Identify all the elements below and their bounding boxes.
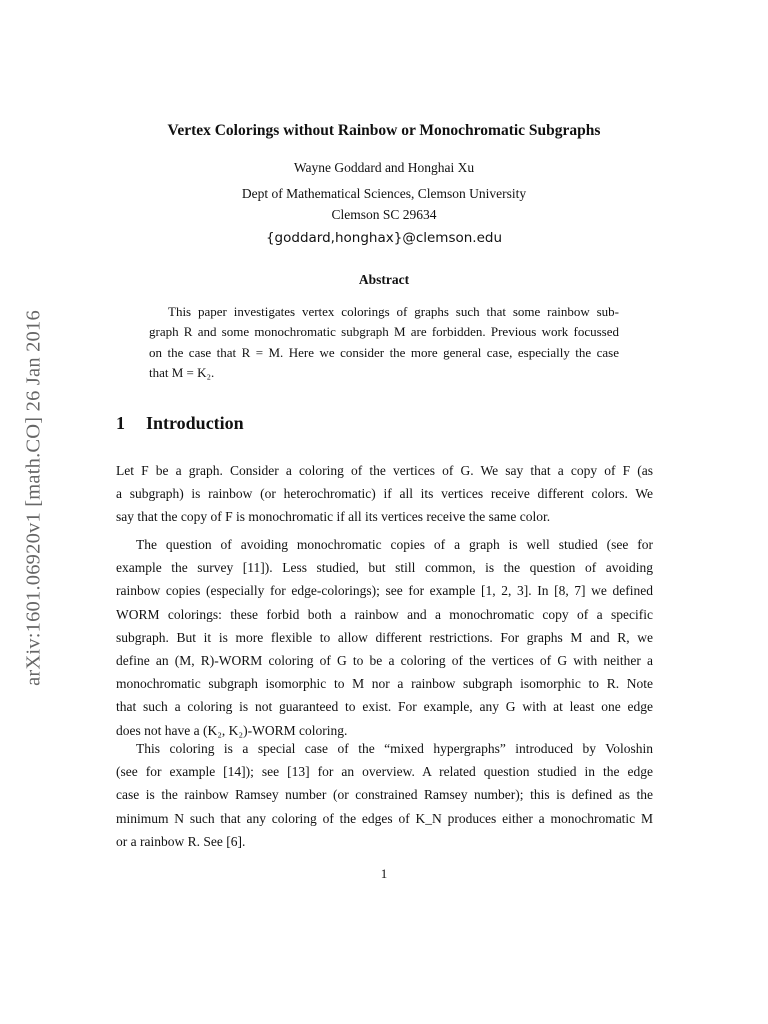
- paragraph-line: WORM colorings: these forbid both a rainbow and a monochromatic copy of a specific: [116, 606, 653, 622]
- authors: Wayne Goddard and Honghai Xu: [293, 160, 475, 175]
- paragraph-1: [116, 459, 653, 529]
- paragraph-line: monochromatic subgraph isomorphic to M nor a rainbow subgraph isomorphic to R. Note: [116, 676, 653, 692]
- abstract-line: graph R and some monochromatic subgraph M are forbidden. Previous work focussed: [149, 324, 619, 340]
- paragraph-line: does not have a (K₂, K₂)-WORM coloring.: [116, 722, 348, 738]
- paragraph-2: [116, 533, 653, 742]
- paragraph-line: that such a coloring is not guaranteed to exist. For example, any G with at least one edge: [116, 699, 653, 715]
- paragraph-line: subgraph. But it is more flexible to allow different restrictions. For graphs M and R, we: [116, 629, 653, 645]
- abstract-line: on the case that R = M. Here we consider the more general case, especially the case: [149, 344, 619, 360]
- paragraph-line: rainbow copies (especially for edge-colorings); see for example [1, 2, 3]. In [8, 7] we defined: [116, 583, 653, 599]
- section-heading: [116, 413, 244, 434]
- paragraph-line: minimum N such that any coloring of the edges of K_N produces either a monochromatic M: [116, 810, 653, 826]
- section-title: Introduction: [146, 413, 244, 433]
- paragraph-line: say that the copy of F is monochromatic if all its vertices receive the same color.: [116, 509, 551, 525]
- address: Clemson SC 29634: [331, 207, 437, 222]
- paragraph-line: or a rainbow R. See [6].: [116, 833, 246, 849]
- paragraph-line: case is the rainbow Ramsey number (or constrained Ramsey number); this is defined as the: [116, 787, 653, 803]
- abstract-line: This paper investigates vertex colorings of graphs such that some rainbow sub-: [168, 304, 619, 319]
- paper-title: Vertex Colorings without Rainbow or Monochromatic Subgraphs: [167, 122, 601, 139]
- arxiv-identifier: arXiv:1601.06920v1 [math.CO] 26 Jan 2016: [22, 310, 45, 686]
- paragraph-line: define an (M, R)-WORM coloring of G to be a coloring of the vertices of G with neither a: [116, 653, 653, 669]
- paragraph-line: (see for example [14]); see [13] for an overview. A related question studied in the edge: [116, 764, 653, 780]
- section-number: 1: [116, 413, 125, 433]
- paragraph-3: [116, 737, 653, 853]
- paragraph-line: a subgraph) is rainbow (or heterochromatic) if all its vertices receive different colors. We: [116, 486, 653, 502]
- paragraph-line: example the survey [11]). Less studied, but still common, is the question of avoiding: [116, 560, 653, 576]
- page-number: 1: [380, 866, 388, 881]
- abstract-line: that M = K₂.: [149, 364, 215, 380]
- affiliation: Dept of Mathematical Sciences, Clemson University: [241, 186, 527, 201]
- paragraph-line: This coloring is a special case of the “mixed hypergraphs” introduced by Voloshin: [136, 741, 653, 756]
- paragraph-line: The question of avoiding monochromatic copies of a graph is well studied (see for: [136, 537, 653, 552]
- abstract-heading: Abstract: [358, 272, 410, 287]
- email: {goddard,honghax}@clemson.edu: [265, 230, 503, 246]
- paragraph-line: Let F be a graph. Consider a coloring of the vertices of G. We say that a copy of F (as: [116, 463, 653, 478]
- abstract-body: [149, 302, 619, 383]
